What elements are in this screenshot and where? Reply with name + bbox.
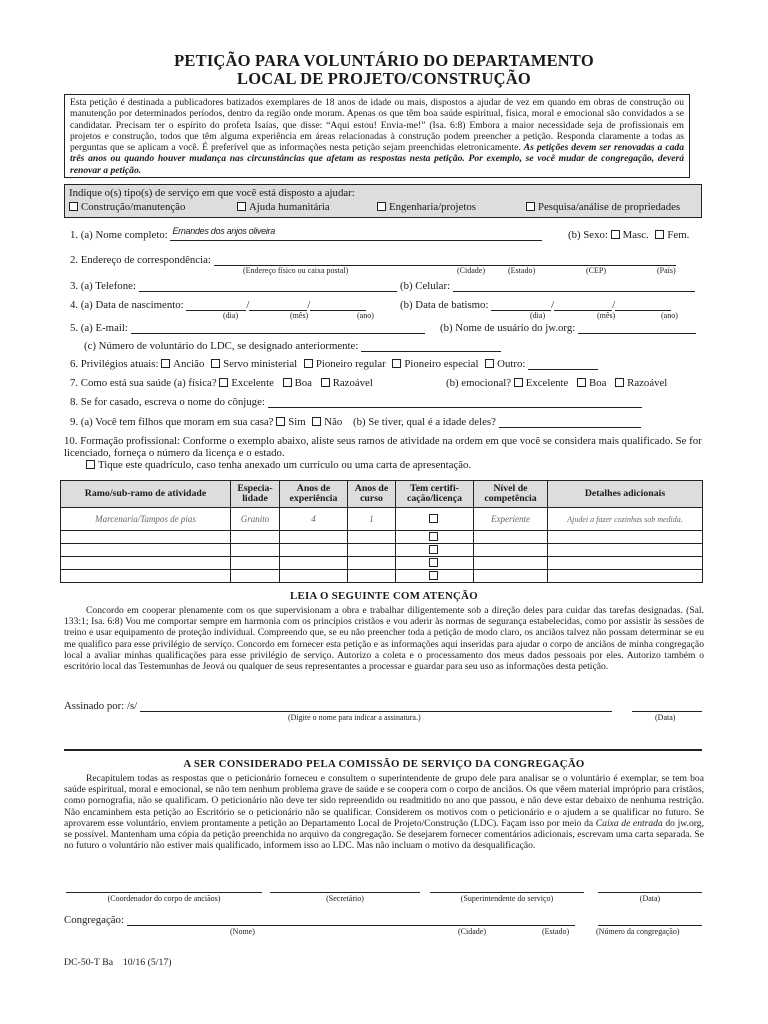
committee-text-b: do jw.org, se possível. Mantenham uma cópia da petição preenchida no arquivo da congregação. Se desejarem fornecer comentários adicionais, escrevam uma carta separada. Se no futuro o voluntário não estiver mais qualificado, informem isso ao LDC. Mas não incluam o motivo da desqualificação.: [64, 817, 704, 852]
table-cell: [396, 544, 474, 557]
committee-text-a: Recapitulem todas as respostas que o peticionário forneceu e consultem o superintendente de grupo dele para analisar se o voluntário é exemplar, se tem boa saúde espiritual, moral e emocional, se não tem nenhum problema grave de saúde e se coopera com o corpo de anciãos. Os que vêem material impróprio para cristãos, como pornografia, não se qualificam. O peticionário não deve ter sido repreendido ou readmitido no ano que passou, e não deve estar debaixo de nenhuma restrição. Não encaminhem esta petição ao Escritório se o peticionário não se qualificar. Considerem os motivos com o peticionário e o ajudem a se qualificar no futuro. Se aprovarem esse voluntário, enviem prontamente a petição ao Departamento Local de Projeto/Construção (LDC). Façam isso por meio da: [64, 773, 704, 829]
service-type-box: [64, 184, 702, 218]
table-cell[interactable]: [61, 544, 231, 557]
q3b-row: [400, 280, 695, 292]
q6-label: 6. Privilégios atuais:: [70, 358, 159, 370]
cong-state-sub: (Estado): [542, 927, 570, 936]
congregation-row: [64, 914, 575, 926]
jworg-field[interactable]: [578, 322, 696, 334]
table-cell[interactable]: [474, 531, 548, 544]
children-yes-checkbox[interactable]: [276, 417, 285, 426]
license-checkbox[interactable]: [429, 558, 438, 567]
table-cell: Experiente: [474, 508, 548, 531]
secretary-label: (Secretário): [326, 894, 364, 903]
table-cell[interactable]: [548, 544, 703, 557]
table-cell[interactable]: [348, 531, 396, 544]
coordinator-label: (Coordenador do corpo de anciãos): [107, 894, 221, 903]
q3-row: [70, 280, 397, 292]
table-cell: Marcenaria/Tampos de pias: [61, 508, 231, 531]
other-checkbox[interactable]: [485, 359, 494, 368]
coordinator-signature-field[interactable]: [66, 881, 262, 893]
address-sub: (Endereço físico ou caixa postal): [243, 266, 349, 275]
emotional-good-checkbox[interactable]: [577, 378, 586, 387]
physical-excellent-checkbox[interactable]: [219, 378, 228, 387]
special-pioneer-label: Pioneiro especial: [404, 358, 479, 370]
q6-row: [70, 358, 598, 370]
option-label: Pesquisa/análise de propriedades: [538, 201, 681, 213]
table-cell: 4: [280, 508, 348, 531]
table-cell[interactable]: [280, 570, 348, 583]
country-sub: (País): [657, 266, 676, 275]
table-cell: [396, 570, 474, 583]
service-overseer-label: (Superintendente do serviço): [460, 894, 554, 903]
license-checkbox[interactable]: [429, 545, 438, 554]
secretary-signature-field[interactable]: [270, 881, 420, 893]
ldc-number-label: (c) Número de voluntário do LDC, se designado anteriormente:: [84, 340, 359, 352]
table-cell[interactable]: [280, 531, 348, 544]
slash: /: [612, 299, 616, 311]
baptism-label: (b) Data de batismo:: [400, 299, 489, 311]
option-label: Ajuda humanitária: [249, 201, 330, 213]
ldc-number-field[interactable]: [361, 340, 501, 352]
table-row: [61, 570, 703, 583]
congregation-number-field[interactable]: [598, 914, 702, 926]
table-cell: [396, 531, 474, 544]
table-header-row: [61, 481, 703, 508]
table-cell[interactable]: [280, 557, 348, 570]
col-ramo: Ramo/sub-ramo de atividade: [61, 481, 231, 508]
attention-text: Concordo em cooperar plenamente com os que supervisionam a obra e trabalhar diligentemente sob a direção deles para cuidar das tarefas designadas. (Sal. 133:1; Isa. 6:8) Vou me comportar sempre em harmonia com os princípios cristãos e vou aderir às normas de segurança estabelecidas, como por assistir às sessões de treino e usar equipamento de proteção individual. Compreendo que, se eu não preencher toda a petição de modo claro, os anciãos talvez não possam determinar se eu me qualifico para esse privilégio de serviço. Concordo em fornecer esta petição e as informações aqui inseridas para ajudar o corpo de anciãos de minha congregação local a avaliar minhas qualificações para esse privilégio de serviço. Autorizo a coleta e o processamento dos meus dados pessoais por eles. Autorizo também o escritório local das Testemunhas de Jeová ou qualquer de seus representantes a processar e guardar para seu uso as informações desta petição.: [64, 605, 704, 673]
table-cell[interactable]: [231, 531, 280, 544]
phone-label: 3. (a) Telefone:: [70, 280, 136, 292]
col-anos-experiencia: Anos de experiência: [280, 481, 348, 508]
intro-box: [64, 94, 690, 178]
email-label: 5. (a) E-mail:: [70, 322, 128, 334]
q7b-row: [446, 377, 667, 389]
mobile-label: (b) Celular:: [400, 280, 451, 292]
signature-sub: (Digite o nome para indicar a assinatura.): [288, 713, 421, 722]
birth-label: 4. (a) Data de nascimento:: [70, 299, 184, 311]
masc-checkbox[interactable]: [611, 230, 620, 239]
committee-heading: A SER CONSIDERADO PELA COMISSÃO DE SERVIÇO DA CONGREGAÇÃO: [183, 758, 585, 770]
section-divider: [64, 749, 702, 751]
signature-field[interactable]: [140, 700, 612, 712]
city-sub: (Cidade): [457, 266, 485, 275]
q10-check-row: [86, 459, 471, 471]
committee-date-label: (Data): [639, 894, 661, 903]
cong-number-sub: (Número da congregação): [596, 927, 680, 936]
birth-month-field[interactable]: [249, 299, 307, 311]
signed-label: Assinado por: /s/: [64, 700, 138, 712]
table-cell: Ajudei a fazer cozinhas sob medida.: [548, 508, 703, 531]
no-label: Não: [324, 416, 343, 428]
cong-city-sub: (Cidade): [458, 927, 486, 936]
day-sub: (dia): [223, 311, 239, 320]
sex-label: (b) Sexo:: [568, 229, 608, 241]
baptism-month-field[interactable]: [554, 299, 612, 311]
regular-pioneer-label: Pioneiro regular: [315, 358, 386, 370]
congregation-label: Congregação:: [64, 914, 124, 926]
license-checkbox[interactable]: [429, 514, 438, 523]
service-option-research[interactable]: [526, 201, 680, 213]
fem-label: Fem.: [667, 229, 690, 241]
col-anos-curso: Anos de curso: [348, 481, 396, 508]
fem-checkbox[interactable]: [655, 230, 664, 239]
slash: /: [246, 299, 250, 311]
table-cell[interactable]: [61, 557, 231, 570]
masc-label: Masc.: [622, 229, 649, 241]
option-label: Razoável: [627, 377, 668, 389]
col-nivel: Nível de competência: [474, 481, 548, 508]
checkbox[interactable]: [377, 202, 386, 211]
option-label: Boa: [589, 377, 607, 389]
other-label: Outro:: [497, 358, 526, 370]
state-sub: (Estado): [508, 266, 536, 275]
q5c-row: [84, 340, 501, 352]
emotional-excellent-checkbox[interactable]: [514, 378, 523, 387]
yes-label: Sim: [288, 416, 306, 428]
congregation-field[interactable]: [127, 914, 575, 926]
option-label: Excelente: [231, 377, 274, 389]
attention-heading: LEIA O SEGUINTE COM ATENÇÃO: [290, 590, 478, 602]
form-title: [0, 52, 768, 88]
year-sub: (ano): [357, 311, 374, 320]
children-no-checkbox[interactable]: [312, 417, 321, 426]
option-label: Boa: [294, 377, 312, 389]
q1-label: 1. (a) Nome completo:: [70, 229, 168, 241]
physical-fair-checkbox[interactable]: [321, 378, 330, 387]
q10-text: 10. Formação profissional: Conforme o exemplo abaixo, aliste seus ramos de atividade na ordem em que você se considera mais qualificado. Se for licenciado, forneça o número da licença e o estado.: [64, 435, 702, 459]
table-cell[interactable]: [548, 531, 703, 544]
address-field[interactable]: [214, 254, 676, 266]
service-prompt: Indique o(s) tipo(s) de serviço em que você está disposto a ajudar:: [69, 187, 355, 199]
license-checkbox[interactable]: [429, 571, 438, 580]
title-line-2: LOCAL DE PROJETO/CONSTRUÇÃO: [237, 69, 531, 88]
col-certificacao: Tem certifi-cação/licença: [396, 481, 474, 508]
skills-table: [60, 480, 703, 583]
committee-text: [64, 773, 704, 851]
spouse-field[interactable]: [268, 396, 642, 408]
full-name-value: Ernandes dos anjos oliveira: [172, 226, 275, 236]
birth-year-field[interactable]: [310, 299, 366, 311]
signature-row: [64, 700, 612, 712]
q8-row: [70, 396, 642, 408]
physical-good-checkbox[interactable]: [283, 378, 292, 387]
license-checkbox[interactable]: [429, 532, 438, 541]
emotional-fair-checkbox[interactable]: [615, 378, 624, 387]
slash: /: [307, 299, 311, 311]
resume-checkbox[interactable]: [86, 460, 95, 469]
q1-row: [70, 226, 542, 241]
table-cell[interactable]: [474, 544, 548, 557]
committee-inbox-term: Caixa de entrada: [595, 817, 663, 829]
table-cell[interactable]: [231, 557, 280, 570]
children-ages-field[interactable]: [499, 416, 641, 428]
table-cell[interactable]: [474, 557, 548, 570]
resume-label: Tique este quadrículo, caso tenha anexado um currículo ou uma carta de apresentação.: [98, 459, 472, 471]
table-cell[interactable]: [548, 557, 703, 570]
table-row: [61, 544, 703, 557]
intro-text: Esta petição é destinada a publicadores batizados exemplares de 18 anos de idade ou mais, dispostos a ajudar de vez em quando em obras de construção ou manutenção por determinados períodos, dentro da região onde moram. Apenas os que têm boa saúde espiritual, física, moral e emocional são convidados a se candidatar. Precisam ter o espírito do profeta Isaías, que disse: “Aqui estou! Envia-me!” (Isa. 6:8) Embora a maior necessidade seja de profissionais em projetos e construção, todos que têm alguma experiência em áreas relacionadas à construção podem preencher a petição. Responda claramente a todas as perguntas que se aplicam a você. É preferível que as informações nesta petição sejam preenchidas eletronicamente.: [70, 97, 684, 154]
q5-row: [70, 322, 425, 334]
q4-row: [70, 299, 366, 311]
committee-date-field[interactable]: [598, 881, 702, 893]
q9b-label: (b) Se tiver, qual é a idade deles?: [353, 416, 496, 428]
special-pioneer-checkbox[interactable]: [392, 359, 401, 368]
month-sub: (mês): [290, 311, 309, 320]
q7-row: [70, 377, 373, 389]
q2-row: [70, 254, 676, 266]
month-sub: (mês): [597, 311, 616, 320]
baptism-year-field[interactable]: [615, 299, 671, 311]
table-cell[interactable]: [348, 544, 396, 557]
service-overseer-signature-field[interactable]: [430, 881, 584, 893]
col-detalhes: Detalhes adicionais: [548, 481, 703, 508]
mobile-field[interactable]: [453, 280, 695, 292]
other-field[interactable]: [528, 358, 598, 370]
checkbox[interactable]: [526, 202, 535, 211]
table-cell[interactable]: [348, 570, 396, 583]
cong-name-sub: (Nome): [230, 927, 255, 936]
checkbox[interactable]: [237, 202, 246, 211]
table-cell[interactable]: [474, 570, 548, 583]
option-label: Construção/manutenção: [81, 201, 186, 213]
table-cell: [396, 557, 474, 570]
full-name-field[interactable]: [170, 226, 542, 241]
option-label: Razoável: [332, 377, 373, 389]
table-row-example: [61, 508, 703, 531]
q9-row: [70, 416, 641, 428]
q7-label: 7. Como está sua saúde (a) física?: [70, 377, 217, 389]
q9a-label: 9. (a) Você tem filhos que moram em sua casa?: [70, 416, 274, 428]
q8-label: 8. Se for casado, escreva o nome do cônjuge:: [70, 396, 265, 408]
day-sub: (dia): [530, 311, 546, 320]
service-option-relief[interactable]: [237, 201, 330, 213]
birth-day-field[interactable]: [186, 299, 246, 311]
table-cell[interactable]: [280, 544, 348, 557]
signature-date-field[interactable]: [632, 700, 702, 712]
jworg-label: (b) Nome de usuário do jw.org:: [440, 322, 576, 334]
service-option-construction[interactable]: [69, 201, 185, 213]
table-cell[interactable]: [231, 544, 280, 557]
table-cell[interactable]: [231, 570, 280, 583]
table-cell[interactable]: [61, 531, 231, 544]
elder-checkbox[interactable]: [161, 359, 170, 368]
baptism-day-field[interactable]: [491, 299, 551, 311]
checkbox[interactable]: [69, 202, 78, 211]
q5b-row: [440, 322, 696, 334]
ms-label: Servo ministerial: [223, 358, 298, 370]
ms-checkbox[interactable]: [211, 359, 220, 368]
q4b-row: [400, 299, 671, 311]
year-sub: (ano): [661, 311, 678, 320]
service-option-engineering[interactable]: [377, 201, 476, 213]
table-cell[interactable]: [348, 557, 396, 570]
title-line-1: PETIÇÃO PARA VOLUNTÁRIO DO DEPARTAMENTO: [174, 51, 594, 70]
table-row: [61, 557, 703, 570]
emotional-label: (b) emocional?: [446, 377, 512, 389]
table-cell: [396, 508, 474, 531]
table-row: [61, 531, 703, 544]
date-sub: (Data): [655, 713, 676, 722]
q2-label: 2. Endereço de correspondência:: [70, 254, 211, 266]
intro-emphasis: As petições devem ser renovadas a cada três anos ou quando houver mudança nas circunstâncias que afetam as respostas nesta petição. Por exemplo, se você mudar de congregação, deverá renovar a petição.: [70, 142, 684, 176]
slash: /: [551, 299, 555, 311]
table-cell[interactable]: [61, 570, 231, 583]
form-code: DC-50-T Ba 10/16 (5/17): [64, 957, 172, 968]
regular-pioneer-checkbox[interactable]: [304, 359, 313, 368]
option-label: Engenharia/projetos: [389, 201, 476, 213]
cep-sub: (CEP): [586, 266, 606, 275]
col-especialidade: Especia-lidade: [231, 481, 280, 508]
option-label: Excelente: [525, 377, 569, 389]
table-cell: 1: [348, 508, 396, 531]
email-field[interactable]: [131, 322, 425, 334]
table-cell: Granito: [231, 508, 280, 531]
phone-field[interactable]: [139, 280, 397, 292]
table-cell[interactable]: [548, 570, 703, 583]
q1-sex: [568, 229, 689, 241]
elder-label: Ancião: [173, 358, 205, 370]
